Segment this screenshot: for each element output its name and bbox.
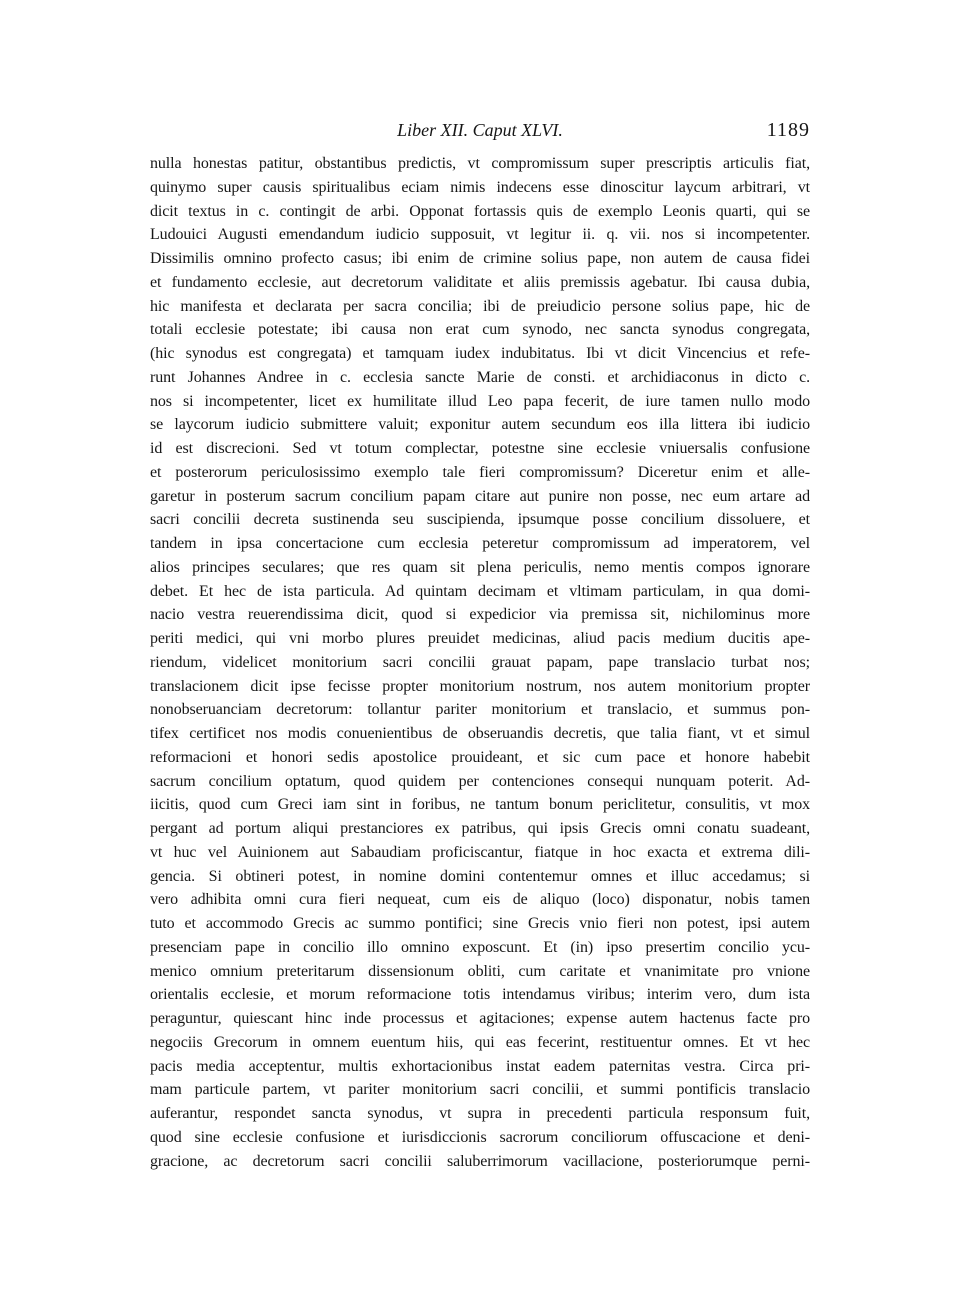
text-line: peraguntur, quiescant hinc inde processus et agitaciones; expense autem hactenus facte pro xyxy=(150,1010,810,1027)
text-line: et fundamento ecclesie, aut decretorum validitate et aliis premissis agebatur. Ibi causa dubia, xyxy=(150,273,810,291)
text-line: vero adhibita omni cura fieri nequeat, cum eis de aliquo (loco) disponatur, nobis tamen xyxy=(150,891,810,909)
text-line: (hic synodus est congregata) et tamquam iudex indubitatus. Ibi vt dicit Vincencius et refe- xyxy=(150,345,810,362)
text-line: pergant ad portum aliqui prestanciores ex patribus, qui ipsis Grecis omni conatu suadeant, xyxy=(150,820,810,837)
text-line: negociis Grecorum in omnem euentum hiis, qui eas fecerint, restituentur omnes. Et vt hec xyxy=(150,1033,810,1051)
text-line: mam particule partem, vt pariter monitorium sacri concilii, et summi pontificis translacio xyxy=(150,1081,810,1099)
text-line: reformacioni et honori sedis apostolice prouideant, et sic cum pace et honore habebit xyxy=(150,748,810,766)
text-line: tuto et accommodo Grecis ac summo pontifici; sine Grecis vnio fieri non potest, ipsi autem xyxy=(150,915,810,932)
text-line: translacionem dicit ipse fecisse propter monitorium nostrum, nos autem monitorium propter xyxy=(150,677,810,695)
text-line: dicit textus in c. contingit de arbi. Opponat fortassis quis de exemplo Leonis quarti, qui se xyxy=(150,202,810,220)
running-head xyxy=(150,117,810,143)
text-line: Ludouici Augusti emendandum iudicio supposuit, vt legitur ii. q. vii. nos si incompetenter. xyxy=(150,226,810,244)
text-line: id est discrecioni. Sed vt totum complectar, potestne sine ecclesie vniuersalis confusione xyxy=(150,440,810,457)
text-line: periti medici, qui vni morbo plures preuidet medicinas, aliud pacis medium ducitis ape- xyxy=(150,630,810,647)
text-line: riendum, videlicet monitorium sacri concilii grauat papam, pape translacio turbat nos; xyxy=(150,653,810,671)
text-line: nulla honestas patitur, obstantibus predictis, vt compromissum super prescriptis articulis fiat, xyxy=(150,155,810,172)
text-line: nacio vestra reuerendissima dicit, quod si expedicior via premissa sit, nichilominus more xyxy=(150,606,810,624)
text-line: debet. Et hec de ista particula. Ad quintam decimam et vltimam particulam, in qua domi- xyxy=(150,582,810,600)
running-title: Liber XII. Caput XLVI. xyxy=(397,120,563,140)
text-line: presenciam pape in concilio illo omnino exposcunt. Et (in) ipso presertim concilio ycu- xyxy=(150,938,810,956)
text-line: hic manifesta et declarata per sacra concilia; ibi de preiudicio persone solius pape, hic de xyxy=(150,297,810,315)
text-line: runt Johannes Andree in c. ecclesia sancte Marie de consti. et archidiaconus in dicto c. xyxy=(150,368,810,386)
text-line: vt huc vel Auinionem aut Sabaudiam proficiscantur, fiatque in hoc exacta et extrema dili- xyxy=(150,843,810,861)
text-line: menico omnium preteritarum dissensionum obliti, cum caritate et vnanimitate pro vnione xyxy=(150,962,810,980)
text-line: iicitis, quod cum Greci iam sint in foribus, ne tantum bonum periclitetur, consulitis, vt mox xyxy=(150,796,810,814)
text-line: tifex certificet nos modis conuenientibus de obseruandis decretis, que talia fiant, vt et simul xyxy=(150,725,810,742)
text-line: orientalis ecclesie, et morum reformacione totis intendamus viribus; interim vero, dum ista xyxy=(150,986,810,1004)
text-line: garetur in posterum sacrum concilium papam citare aut punire non posse, nec eum artare ad xyxy=(150,487,810,505)
text-line: nonobseruanciam decretorum: tollantur pariter monitorium et translacio, et summus pon- xyxy=(150,701,810,719)
text-line: gencia. Si obtineri potest, in nomine domini contentemur omnes et illuc accedamus; si xyxy=(150,867,810,885)
text-line: quod sine ecclesie confusione et iurisdiccionis sacrorum conciliorum offuscacione et deni- xyxy=(150,1128,810,1146)
text-line: gracione, ac decretorum sacri concilii saluberrimorum vacillacione, posteriorumque perni- xyxy=(150,1152,810,1170)
text-line: totali ecclesie potestate; ibi causa non erat cum synodo, nec sancta synodus congregata, xyxy=(150,321,810,339)
text-line: sacri concilii decreta sustinenda seu suscipienda, ipsumque posse concilium dissoluere, et xyxy=(150,511,810,529)
text-line: auferantur, respondet sancta synodus, vt supra in precedenti particula responsum fuit, xyxy=(150,1105,810,1122)
text-line: alios principes seculares; que res quam sit plena periculis, nemo mentis compos ignorare xyxy=(150,558,810,576)
text-line: se laycorum iudicio submittere valuit; exponitur autem secundum eos illa littera ibi iudicio xyxy=(150,416,810,434)
text-line: et posterorum periculosissimo exemplo tale fieri compromissum? Diceretur enim et alle- xyxy=(150,463,810,481)
text-line: quinymo super causis spiritualibus eciam nimis indecens esse dinoscitur laycum arbitrari, vt xyxy=(150,178,810,196)
text-line: sacrum concilium optatum, quod quidem per contenciones consequi nunquam poterit. Ad- xyxy=(150,772,810,790)
page-number: 1189 xyxy=(766,119,810,141)
text-line: Dissimilis omnino profecto casus; ibi enim de crimine solius pape, non autem de causa fidei xyxy=(150,250,810,267)
text-line: nos si incompetenter, licet ex humilitate illud Leo papa fecerit, de iure tamen nullo modo xyxy=(150,392,810,410)
text-line: tandem in ipsa concertacione cum ecclesia peteretur compromissum ad imperatorem, vel xyxy=(150,535,810,552)
text-line: pacis media acceptentur, multis exhortacionibus instat eadem paternitas vestra. Circa pri- xyxy=(150,1057,810,1075)
body-text xyxy=(150,152,810,1173)
